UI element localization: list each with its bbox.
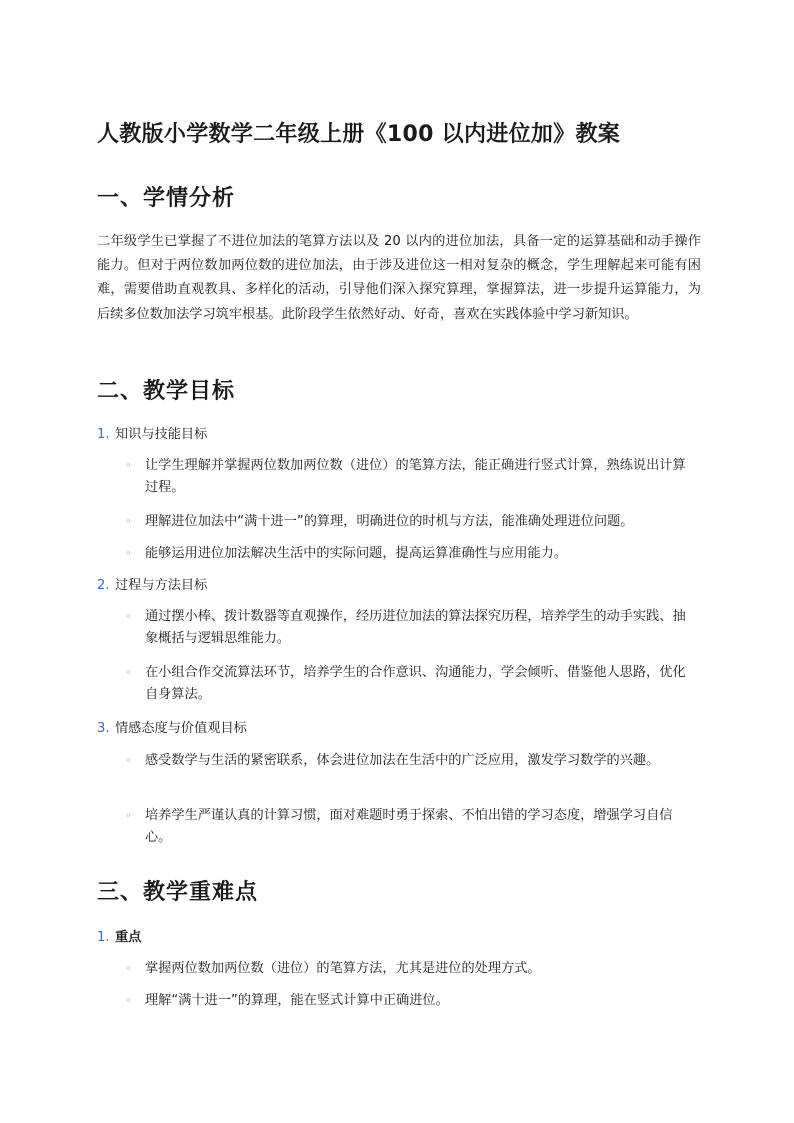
- document-title: 人教版小学数学二年级上册《100 以内进位加》教案: [97, 122, 621, 147]
- objective-item-1: [97, 424, 207, 446]
- objective-item-2: [97, 575, 207, 597]
- section-heading-key-points: 三、教学重难点: [97, 880, 259, 905]
- bullet-text: 掌握两位数加两位数（进位）的笔算方法，尤其是进位的处理方式。: [145, 961, 541, 976]
- list-number: 3.: [97, 721, 110, 736]
- list-number: 1.: [97, 930, 110, 945]
- bullet-circle-icon: ◦: [125, 610, 132, 623]
- bullet-text: 能够运用进位加法解决生活中的实际问题，提高运算准确性与应用能力。: [145, 546, 567, 561]
- key-point-item-1: [97, 927, 141, 949]
- bullet-circle-icon: ◦: [125, 666, 132, 679]
- bullet-text: 在小组合作交流算法环节，培养学生的合作意识、沟通能力，学会倾听、借鉴他人思路，优化自身算法。: [145, 665, 686, 702]
- objective-bullet: [125, 750, 695, 772]
- bullet-circle-icon: ◦: [125, 962, 132, 975]
- section-heading-objectives: 二、教学目标: [97, 379, 236, 404]
- objective-label: 过程与方法目标: [115, 578, 208, 593]
- list-number: 2.: [97, 578, 110, 593]
- objective-item-3: [97, 718, 247, 740]
- objective-bullet: [125, 543, 695, 565]
- key-point-label: 重点: [115, 930, 142, 945]
- analysis-paragraph: 二年级学生已掌握了不进位加法的笔算方法以及 20 以内的进位加法，具备一定的运算基础和动手操作能力。但对于两位数加两位数的进位加法，由于涉及进位这一相对复杂的概念，学生理解起来可能有困难，需要借助直观教具、多样化的活动，引导他们深入探究算理，掌握算法，进一步提升运算能力，为后续多位数加法学习筑牢根基。此阶段学生依然好动、好奇，喜欢在实践体验中学习新知识。: [97, 234, 701, 322]
- key-point-bullet: [125, 990, 695, 1012]
- bullet-text: 感受数学与生活的紧密联系，体会进位加法在生活中的广泛应用，激发学习数学的兴趣。: [145, 753, 660, 768]
- objective-bullet: [125, 662, 695, 706]
- bullet-circle-icon: ◦: [125, 994, 132, 1007]
- objective-bullet: [125, 606, 695, 650]
- bullet-text: 理解进位加法中“满十进一”的算理，明确进位的时机与方法，能准确处理进位问题。: [145, 514, 634, 529]
- bullet-circle-icon: ◦: [125, 515, 132, 528]
- bullet-text: 让学生理解并掌握两位数加两位数（进位）的笔算方法，能正确进行竖式计算，熟练说出计算过程。: [145, 458, 686, 495]
- bullet-circle-icon: ◦: [125, 547, 132, 560]
- list-number: 1.: [97, 427, 110, 442]
- objective-label: 知识与技能目标: [115, 427, 208, 442]
- bullet-circle-icon: ◦: [125, 754, 132, 767]
- key-point-bullet: [125, 958, 695, 980]
- objective-bullet: [125, 511, 695, 533]
- bullet-text: 培养学生严谨认真的计算习惯，面对难题时勇于探索、不怕出错的学习态度，增强学习自信心。: [145, 808, 673, 845]
- bullet-text: 通过摆小棒、拨计数器等直观操作，经历进位加法的算法探究历程，培养学生的动手实践、抽象概括与逻辑思维能力。: [145, 609, 686, 646]
- objective-label: 情感态度与价值观目标: [115, 721, 247, 736]
- bullet-circle-icon: ◦: [125, 459, 132, 472]
- bullet-text: 理解“满十进一”的算理，能在竖式计算中正确进位。: [145, 993, 449, 1008]
- section-heading-analysis: 一、学情分析: [97, 186, 236, 211]
- objective-bullet: [125, 455, 695, 499]
- bullet-circle-icon: ◦: [125, 809, 132, 822]
- objective-bullet: [125, 805, 695, 849]
